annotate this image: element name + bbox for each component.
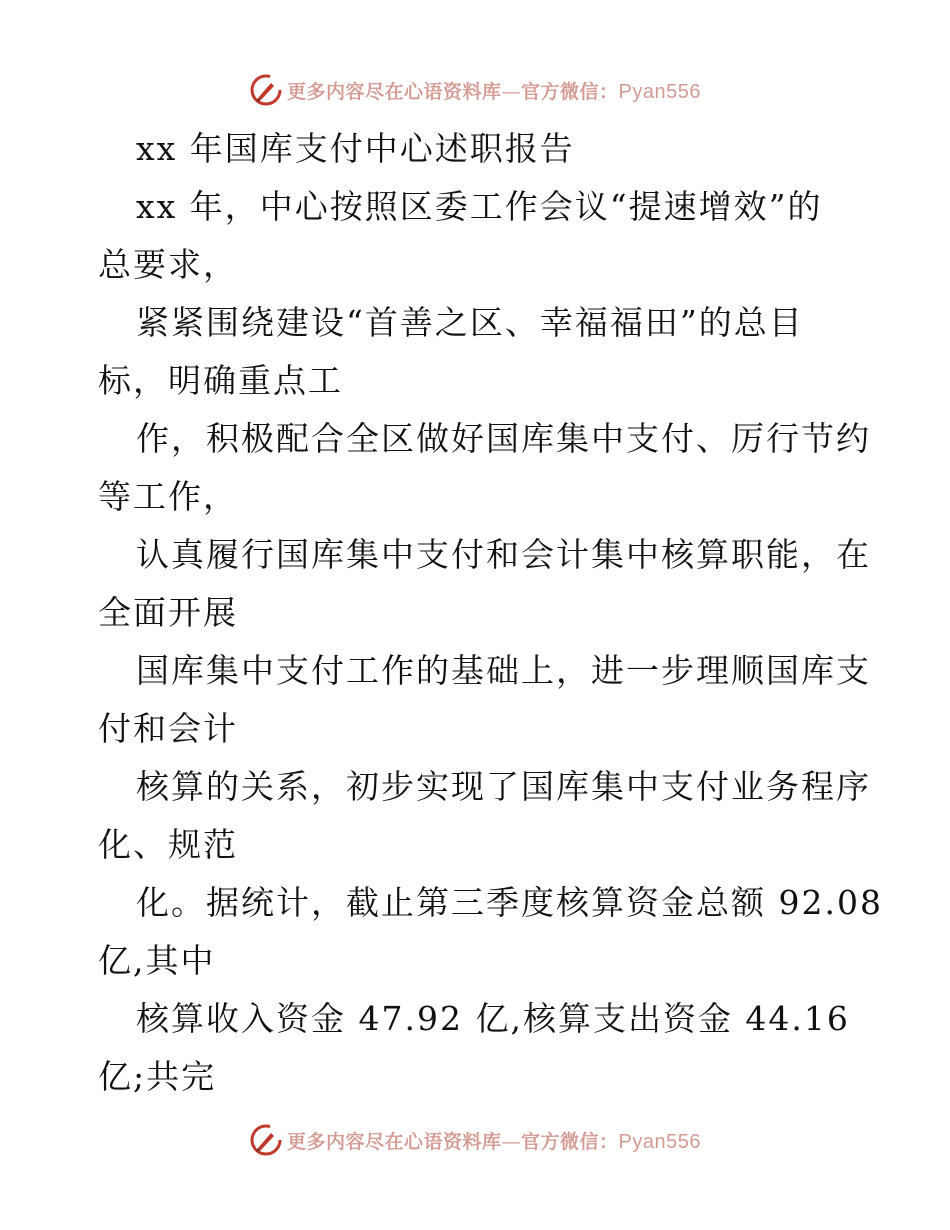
paragraph-line: 紧紧围绕建设“首善之区、幸福福田”的总目 — [136, 303, 804, 342]
footer-watermark-banner — [0, 1120, 950, 1160]
banner-wechat-id: Pyan556 — [618, 80, 701, 103]
paragraph-line: 化、规范 — [98, 825, 238, 864]
document-body — [98, 120, 883, 1106]
paragraph-line: 标，明确重点工 — [98, 361, 343, 400]
banner-wechat-label: 官方微信： — [521, 80, 619, 103]
banner-dash: — — [501, 1130, 522, 1153]
paragraph-line: 全面开展 — [98, 593, 238, 632]
pen-nib-logo-icon — [249, 1123, 283, 1157]
paragraph-line: 付和会计 — [98, 709, 238, 748]
paragraph-line: 国库集中支付工作的基础上，进一步理顺国库支 — [136, 651, 871, 690]
banner-caption — [287, 1127, 701, 1154]
paragraph-line: 总要求， — [98, 245, 238, 284]
banner-site-name: 更多内容尽在心语资料库 — [287, 80, 502, 103]
paragraph-line: 亿,其中 — [98, 941, 216, 980]
paragraph-line: 化。据统计，截止第三季度核算资金总额 92.08 — [136, 883, 883, 922]
banner-caption — [287, 77, 701, 104]
pen-nib-logo-icon — [249, 73, 283, 107]
paragraph-line: 等工作， — [98, 477, 238, 516]
banner-dash: — — [501, 80, 522, 103]
paragraph-line: xx 年，中心按照区委工作会议“提速增效”的 — [136, 187, 823, 226]
paragraph-line: 亿;共完 — [98, 1057, 217, 1096]
paragraph-line: 核算的关系，初步实现了国库集中支付业务程序 — [136, 767, 871, 806]
header-watermark-banner — [0, 70, 950, 110]
document-title: xx 年国库支付中心述职报告 — [136, 129, 575, 168]
banner-wechat-label: 官方微信： — [521, 1130, 619, 1153]
banner-wechat-id: Pyan556 — [618, 1130, 701, 1153]
banner-site-name: 更多内容尽在心语资料库 — [287, 1130, 502, 1153]
paragraph-line: 作，积极配合全区做好国库集中支付、厉行节约 — [136, 419, 871, 458]
paragraph-line: 核算收入资金 47.92 亿,核算支出资金 44.16 — [136, 999, 850, 1038]
paragraph-line: 认真履行国库集中支付和会计集中核算职能，在 — [136, 535, 871, 574]
